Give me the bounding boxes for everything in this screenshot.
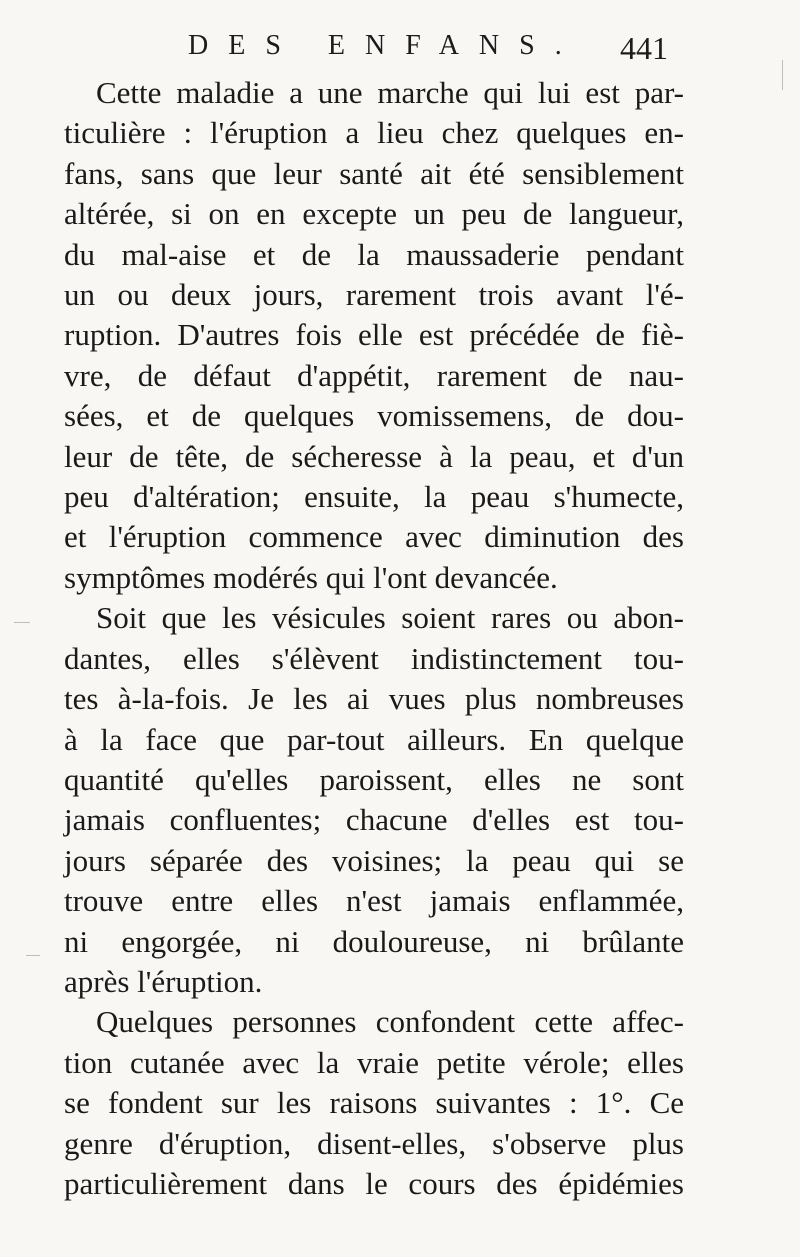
text-line: altérée, si on en excepte un peu de langueur, — [64, 196, 684, 232]
paragraph-2 — [64, 598, 684, 1002]
text-line: ruption. D'autres fois elle est précédée de fiè- — [64, 317, 684, 353]
running-title: DES ENFANS. — [188, 30, 582, 61]
text-line: leur de tête, de sécheresse à la peau, et d'un — [64, 438, 684, 474]
text-line: symptômes modérés qui l'ont devancée. — [64, 559, 558, 595]
text-line: genre d'éruption, disent-elles, s'observe plus — [64, 1125, 684, 1161]
text-line: vre, de défaut d'appétit, rarement de nau- — [64, 357, 684, 393]
paragraph-3 — [64, 1002, 684, 1204]
page-header — [0, 30, 800, 70]
text-line: tion cutanée avec la vraie petite vérole; elles — [64, 1044, 684, 1080]
margin-mark — [26, 955, 40, 956]
page-number: 441 — [620, 30, 668, 66]
text-line: jamais confluentes; chacune d'elles est tou- — [64, 802, 684, 838]
text-line: et l'éruption commence avec diminution des — [64, 519, 684, 555]
text-line: Cette maladie a une marche qui lui est par- — [96, 75, 684, 110]
margin-mark — [782, 60, 783, 90]
text-line: un ou deux jours, rarement trois avant l'é- — [64, 277, 684, 313]
body-text — [64, 73, 684, 1204]
text-line: quantité qu'elles paroissent, elles ne sont — [64, 761, 684, 797]
text-line: sées, et de quelques vomissemens, de dou- — [64, 398, 684, 434]
text-line: dantes, elles s'élèvent indistinctement tou- — [64, 640, 684, 676]
text-line: du mal-aise et de la maussaderie pendant — [64, 236, 684, 272]
text-line: jours séparée des voisines; la peau qui se — [64, 842, 684, 878]
text-line: à la face que par-tout ailleurs. En quelque — [64, 721, 684, 757]
margin-mark — [14, 622, 30, 623]
text-line: ticulière : l'éruption a lieu chez quelques en- — [64, 115, 684, 151]
text-line: particulièrement dans le cours des épidémies — [64, 1165, 684, 1201]
text-line: trouve entre elles n'est jamais enflammée, — [64, 883, 684, 919]
text-line: Quelques personnes confondent cette affec- — [96, 1004, 684, 1040]
text-line: se fondent sur les raisons suivantes : 1°. Ce — [64, 1085, 684, 1121]
text-line: tes à-la-fois. Je les ai vues plus nombreuses — [64, 681, 684, 717]
text-line: Soit que les vésicules soient rares ou abon- — [96, 600, 684, 636]
text-line: fans, sans que leur santé ait été sensiblement — [64, 155, 684, 191]
text-line: après l'éruption. — [64, 963, 263, 999]
paragraph-1 — [64, 73, 684, 598]
text-line: ni engorgée, ni douloureuse, ni brûlante — [64, 923, 684, 959]
text-line: peu d'altération; ensuite, la peau s'humecte, — [64, 479, 684, 515]
